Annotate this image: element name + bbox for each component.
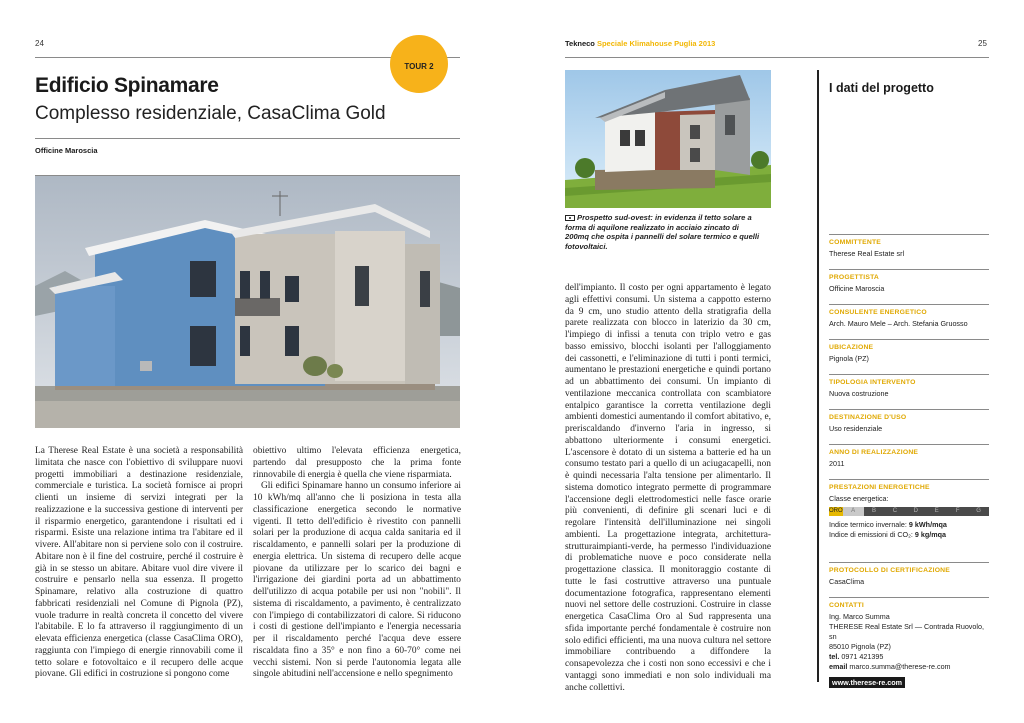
right-column — [565, 283, 771, 693]
header-issue: Speciale Klimahouse Puglia 2013 — [596, 39, 716, 48]
left-column-1 — [35, 446, 243, 686]
contact-name: Ing. Marco Summa — [829, 612, 890, 621]
section-heading: UBICAZIONE — [829, 344, 874, 351]
energy-class-d: D — [905, 507, 926, 516]
sidebar-section-ubicazione — [829, 339, 989, 364]
thermal-index — [829, 520, 989, 530]
divider — [829, 479, 989, 480]
divider — [829, 234, 989, 235]
right-page-number: 25 — [978, 39, 987, 48]
sidebar-title: I dati del progetto — [829, 81, 934, 95]
divider — [829, 374, 989, 375]
tel-value: 0971 421395 — [841, 652, 884, 661]
section-value: Arch. Mauro Mele – Arch. Stefania Gruosso — [829, 319, 968, 328]
left-page-number: 24 — [35, 39, 44, 48]
paragraph: dell'impianto. Il costo per ogni appartamento è legato agli effettivi consumi. Un sistema a cappotto esterno da 9 cm, uno studio attento della stratigrafia della parete realizzata con blocco in laterizio da 30 cm, l'impiego di infissi a tenuta con triplo vetro e gas basso emissivo, blocchi isolanti per l'alloggiamento dei cassonetti, e l'eliminazione di tutti i ponti termici, aumentano le prestazioni energetiche e quindi portano ad un abbattimento dei consumi. Un impianto di ventilazione meccanica controllata con scambiatore entalpico garantisce la corretta ventilazione degli ambienti domestici aumentando il comfort abitativo, e, preriscaldando d'inverno l'aria in ingresso, si abbattono ulteriormente i consumi energetici. L'ascensore è dotato di un sistema a batterie ed ha un consumo testato pari a quello di un aciugacapelli, non è quindi necessaria l'alta tensione per alimentarlo. Il sistema domotico integrato permette di programmare l'accensione degli elettrodomestici nelle fasce orarie più convenienti, di definire gli scenari luci e di regolare l'intensità dell'illuminazione nei singoli ambienti. La progettazione integrata, architettura-strutturaimpianti-verde, ha permesso l'individuazione di problematiche nuove e poco considerate nella progettazione classica. Il monitoraggio costante di tutte le fasi costruttive attraverso una puntuale documentazione fotografica, rappresentano elementi nuovi nel settore delle costruzioni. Costruire in classe energetica CasaClima Oro al Sud rappresenta una sfida importante perché fondamentale è costruire non solo edifici efficienti, ma una nuova cultura nel settore immobiliare contribuendo a diffondere la consapevolezza che i costi non sono eccessivi e che i vantaggi sono immediati e non solo individuali ma anche collettivi. — [565, 283, 771, 693]
section-value: Uso residenziale — [829, 424, 883, 433]
divider — [829, 304, 989, 305]
sidebar-section-protocollo — [829, 562, 989, 587]
section-value: Therese Real Estate srl — [829, 249, 905, 258]
sidebar-section-consulente — [829, 304, 989, 329]
section-heading: TIPOLOGIA INTERVENTO — [829, 379, 916, 386]
tour-badge — [390, 35, 448, 93]
energy-class-c: C — [884, 507, 905, 516]
sidebar-section-contatti — [829, 597, 989, 690]
caption-text: Prospetto sud-ovest: in evidenza il tetto solare a forma di aquilone realizzato in acciaio zincato di 200mq che ospita i pannelli del solare termico e quelli fotovoltaici. — [565, 213, 760, 251]
section-value: Pignola (PZ) — [829, 354, 869, 363]
emission-index-value: 9 kg/mqa — [914, 530, 947, 539]
section-heading: PRESTAZIONI ENERGETICHE — [829, 484, 930, 491]
divider — [829, 562, 989, 563]
article-author: Officine Maroscia — [35, 146, 98, 155]
paragraph: La Therese Real Estate è una società a responsabilità limitata che nasce con l'obiettivo di sviluppare nuovi progetti immobiliari a destinazione residenziale, commerciale e turistica. La società fornisce ai propri clienti un insieme di servizi integrati per la realizzazione e la successiva gestione di interventi per il risparmio energetico, garantendone i risultati ed i risparmi. Esiste una relazione intima tra l'abitare ed il vivere. All'abitare non si perviene solo con il costruire. Abitare non è il fine del costruire, perché il costruire è già in se stesso un abitare. Abitare vuol dire vivere il costruire e pensarlo nella sua essenza. Il progetto Spinamare, relativo alla costruzione di quattro fabbricati residenziali nel Comune di Pignola (PZ), vuole tradurre in realtà concreta il concetto del vivere l'abitabile. E lo fa attraverso il raggiungimento di un elevata efficienza energetica (classe CasaClima ORO), raggiunta con l'impiego di energie rinnovabili come il tetto solare e fotovoltaico e il recupero delle acque piovane. Gli edifici in costruzione si pongono come — [35, 446, 243, 680]
section-value: Officine Maroscia — [829, 284, 885, 293]
building-photo — [35, 176, 460, 428]
energy-class-g: G — [968, 507, 989, 516]
section-heading: PROGETTISTA — [829, 274, 880, 281]
energy-class-f: F — [947, 507, 968, 516]
image-caption — [565, 213, 765, 251]
right-header — [565, 39, 715, 48]
article-title: Edificio Spinamare — [35, 74, 219, 97]
left-column-2 — [253, 446, 461, 686]
section-value: CasaClima — [829, 577, 865, 586]
sidebar-section-prestazioni — [829, 479, 989, 540]
article-subtitle: Complesso residenziale, CasaClima Gold — [35, 103, 386, 124]
sidebar-section-tipologia — [829, 374, 989, 399]
title-rule — [35, 138, 460, 139]
thermal-index-label: Indice termico invernale: — [829, 520, 907, 529]
energy-class-b: B — [864, 507, 885, 516]
tel-label: tel. — [829, 652, 840, 661]
divider — [829, 409, 989, 410]
camera-icon — [565, 215, 575, 221]
emission-index — [829, 530, 989, 540]
right-header-rule — [565, 57, 989, 58]
energy-class-e: E — [926, 507, 947, 516]
sidebar-section-progettista — [829, 269, 989, 294]
section-heading: CONTATTI — [829, 602, 864, 609]
header-brand: Tekneco — [565, 39, 595, 48]
energy-class-label: Classe energetica: — [829, 494, 889, 503]
energy-class-oro: ORO — [829, 508, 843, 514]
rendering-image — [565, 70, 771, 208]
divider — [829, 339, 989, 340]
divider — [829, 597, 989, 598]
section-heading: ANNO DI REALIZZAZIONE — [829, 449, 919, 456]
website-link[interactable]: www.therese-re.com — [829, 677, 905, 688]
section-heading: CONSULENTE ENERGETICO — [829, 309, 927, 316]
email-link[interactable]: marco.summa@therese-re.com — [849, 662, 951, 671]
section-heading: DESTINAZIONE D'USO — [829, 414, 907, 421]
section-value: 2011 — [829, 459, 845, 468]
emission-index-label: Indice di emissioni di CO₂: — [829, 530, 913, 539]
section-heading: PROTOCOLLO DI CERTIFICAZIONE — [829, 567, 951, 574]
paragraph: obiettivo ultimo l'elevata efficienza energetica, partendo dal presupposto che la prima fonte rinnovabile di energia è quella che viene risparmiata. — [253, 446, 461, 480]
sidebar-section-committente — [829, 234, 989, 259]
email-label: email — [829, 662, 848, 671]
section-value: Nuova costruzione — [829, 389, 889, 398]
energy-class-a: A — [843, 507, 864, 516]
section-heading: COMMITTENTE — [829, 239, 882, 246]
sidebar-section-anno — [829, 444, 989, 469]
divider — [829, 269, 989, 270]
energy-class-scale — [829, 507, 989, 516]
contact-city: 85010 Pignola (PZ) — [829, 642, 891, 651]
contact-email — [829, 662, 989, 672]
contact-tel — [829, 652, 989, 662]
sidebar-section-destinazione — [829, 409, 989, 434]
thermal-index-value: 9 kWh/mqa — [908, 520, 947, 529]
contact-company: THERESE Real Estate Srl — Contrada Ruovolo, sn — [829, 622, 984, 641]
divider — [829, 444, 989, 445]
tour-badge-label: TOUR 2 — [404, 62, 434, 71]
paragraph: Gli edifici Spinamare hanno un consumo inferiore ai 10 kWh/mq all'anno che li posiziona in testa alla classificazione energetica secondo le normative vigenti. Il tetto dell'edificio è rivestito con pannelli solari per la produzione di acqua calda sanitaria ed il riscaldamento, e pannelli solari per la produzione di energia elettrica. Un sistema di recupero delle acque piovane da utilizzare per lo scarico dei bagni e l'irrigazione dei giardini porta ad un abbattimento dell'utilizzo di acqua potabile per usi non "nobili". Il sistema di riscaldamento, a pavimento, è centralizzato con l'impiego di contabilizzatori di calore. Si riducono i costi di gestione dell'impianto e l'energia necessaria per il riscaldamento perché l'acqua deve essere riscaldata fino a 35° e non fino a 60-70° come nei vecchi sistemi. Non si perde l'autonomia legata alle singole abitudini nell'accensione e nello spegnimento — [253, 481, 461, 680]
